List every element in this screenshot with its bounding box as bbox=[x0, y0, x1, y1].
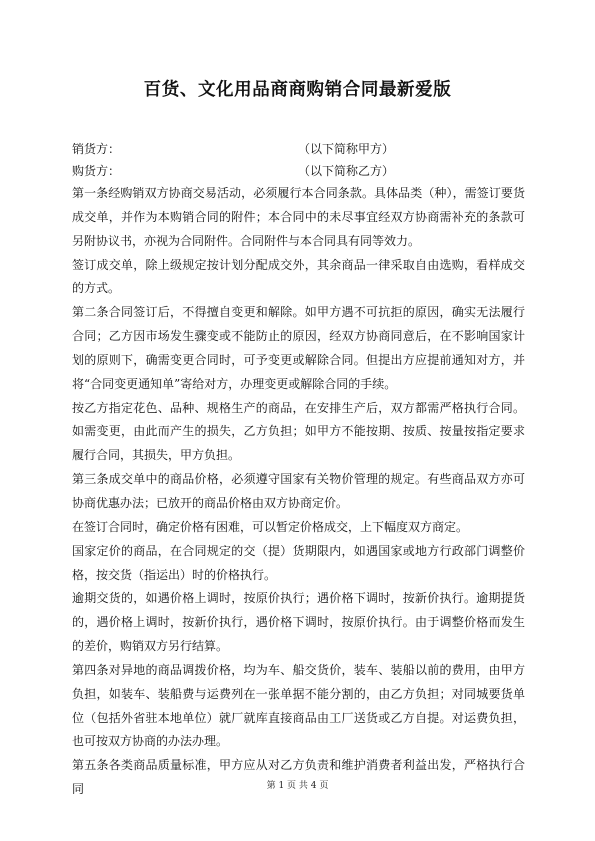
buyer-label: 购货方： bbox=[72, 164, 121, 178]
seller-line bbox=[72, 139, 532, 159]
seller-note: （以下简称甲方） bbox=[298, 142, 395, 156]
paragraph-1: 第一条经购销双方协商交易活动，必须履行本合同条款。具体品类（种），需签订要货成交单，并作为本购销合同的附件；本合同中的未尽事宜经双方协商需补充的条款可另附协议书，亦视为合同附件。合同附件与本合同具有同等效力。 bbox=[72, 186, 525, 248]
contract-body bbox=[72, 182, 525, 802]
seller-label: 销货方： bbox=[72, 142, 121, 156]
paragraph-8: 逾期交货的，如遇价格上调时，按原价执行；遇价格下调时，按新价执行。逾期提货的，遇价格上调时，按新价执行，遇价格下调时，按原价执行。由于调整价格而发生的差价，购销双方另行结算。 bbox=[72, 591, 525, 654]
page-number: 第 1 页 共 4 页 bbox=[266, 781, 329, 791]
document-title: 百货、文化用品商商购销合同最新爱版 bbox=[143, 80, 452, 100]
paragraph-4: 按乙方指定花色、品种、规格生产的商品，在安排生产后，双方都需严格执行合同。如需变更，由此而产生的损失，乙方负担；如甲方不能按期、按质、按量按指定要求履行合同，其损失，甲方负担。 bbox=[72, 400, 525, 463]
paragraph-6: 在签订合同时，确定价格有困难，可以暂定价格成交，上下幅度双方商定。 bbox=[72, 519, 469, 534]
paragraph-3: 第二条合同签订后，不得擅自变更和解除。如甲方遇不可抗拒的原因，确实无法履行合同；乙方因市场发生骤变或不能防止的原因，经双方协商同意后，在不影响国家计划的原则下，确需变更合同时，可予变更或解除合同。但提出方应提前通知对方，并将“合同变更通知单”寄给对方，办理变更或解除合同的手续。 bbox=[72, 305, 525, 391]
buyer-note: （以下简称乙方） bbox=[298, 164, 395, 178]
paragraph-10: 第五条各类商品质量标准，甲方应从对乙方负责和维护消费者利益出发，严格执行合同 bbox=[72, 758, 525, 797]
paragraph-7: 国家定价的商品，在合同规定的交（提）货期限内，如遇国家或地方行政部门调整价格，按交货（指运出）时的价格执行。 bbox=[72, 543, 525, 582]
paragraph-9: 第四条对异地的商品调拨价格，均为车、船交货价，装车、装船以前的费用，由甲方负担，如装车、装船费与运费列在一张单据不能分割的，由乙方负担；对同城要货单位（包括外省驻本地单位）就厂就库直接商品由工厂送货或乙方自提。对运费负担，也可按双方协商的办法办理。 bbox=[72, 662, 525, 749]
paragraph-5: 第三条成交单中的商品价格，必须遵守国家有关物价管理的规定。有些商品双方亦可协商优惠办法；已放开的商品价格由双方协商定价。 bbox=[72, 472, 525, 510]
buyer-line bbox=[72, 161, 532, 181]
paragraph-2: 签订成交单，除上级规定按计划分配成交外，其余商品一律采取自由选购，看样成交的方式。 bbox=[72, 257, 525, 296]
